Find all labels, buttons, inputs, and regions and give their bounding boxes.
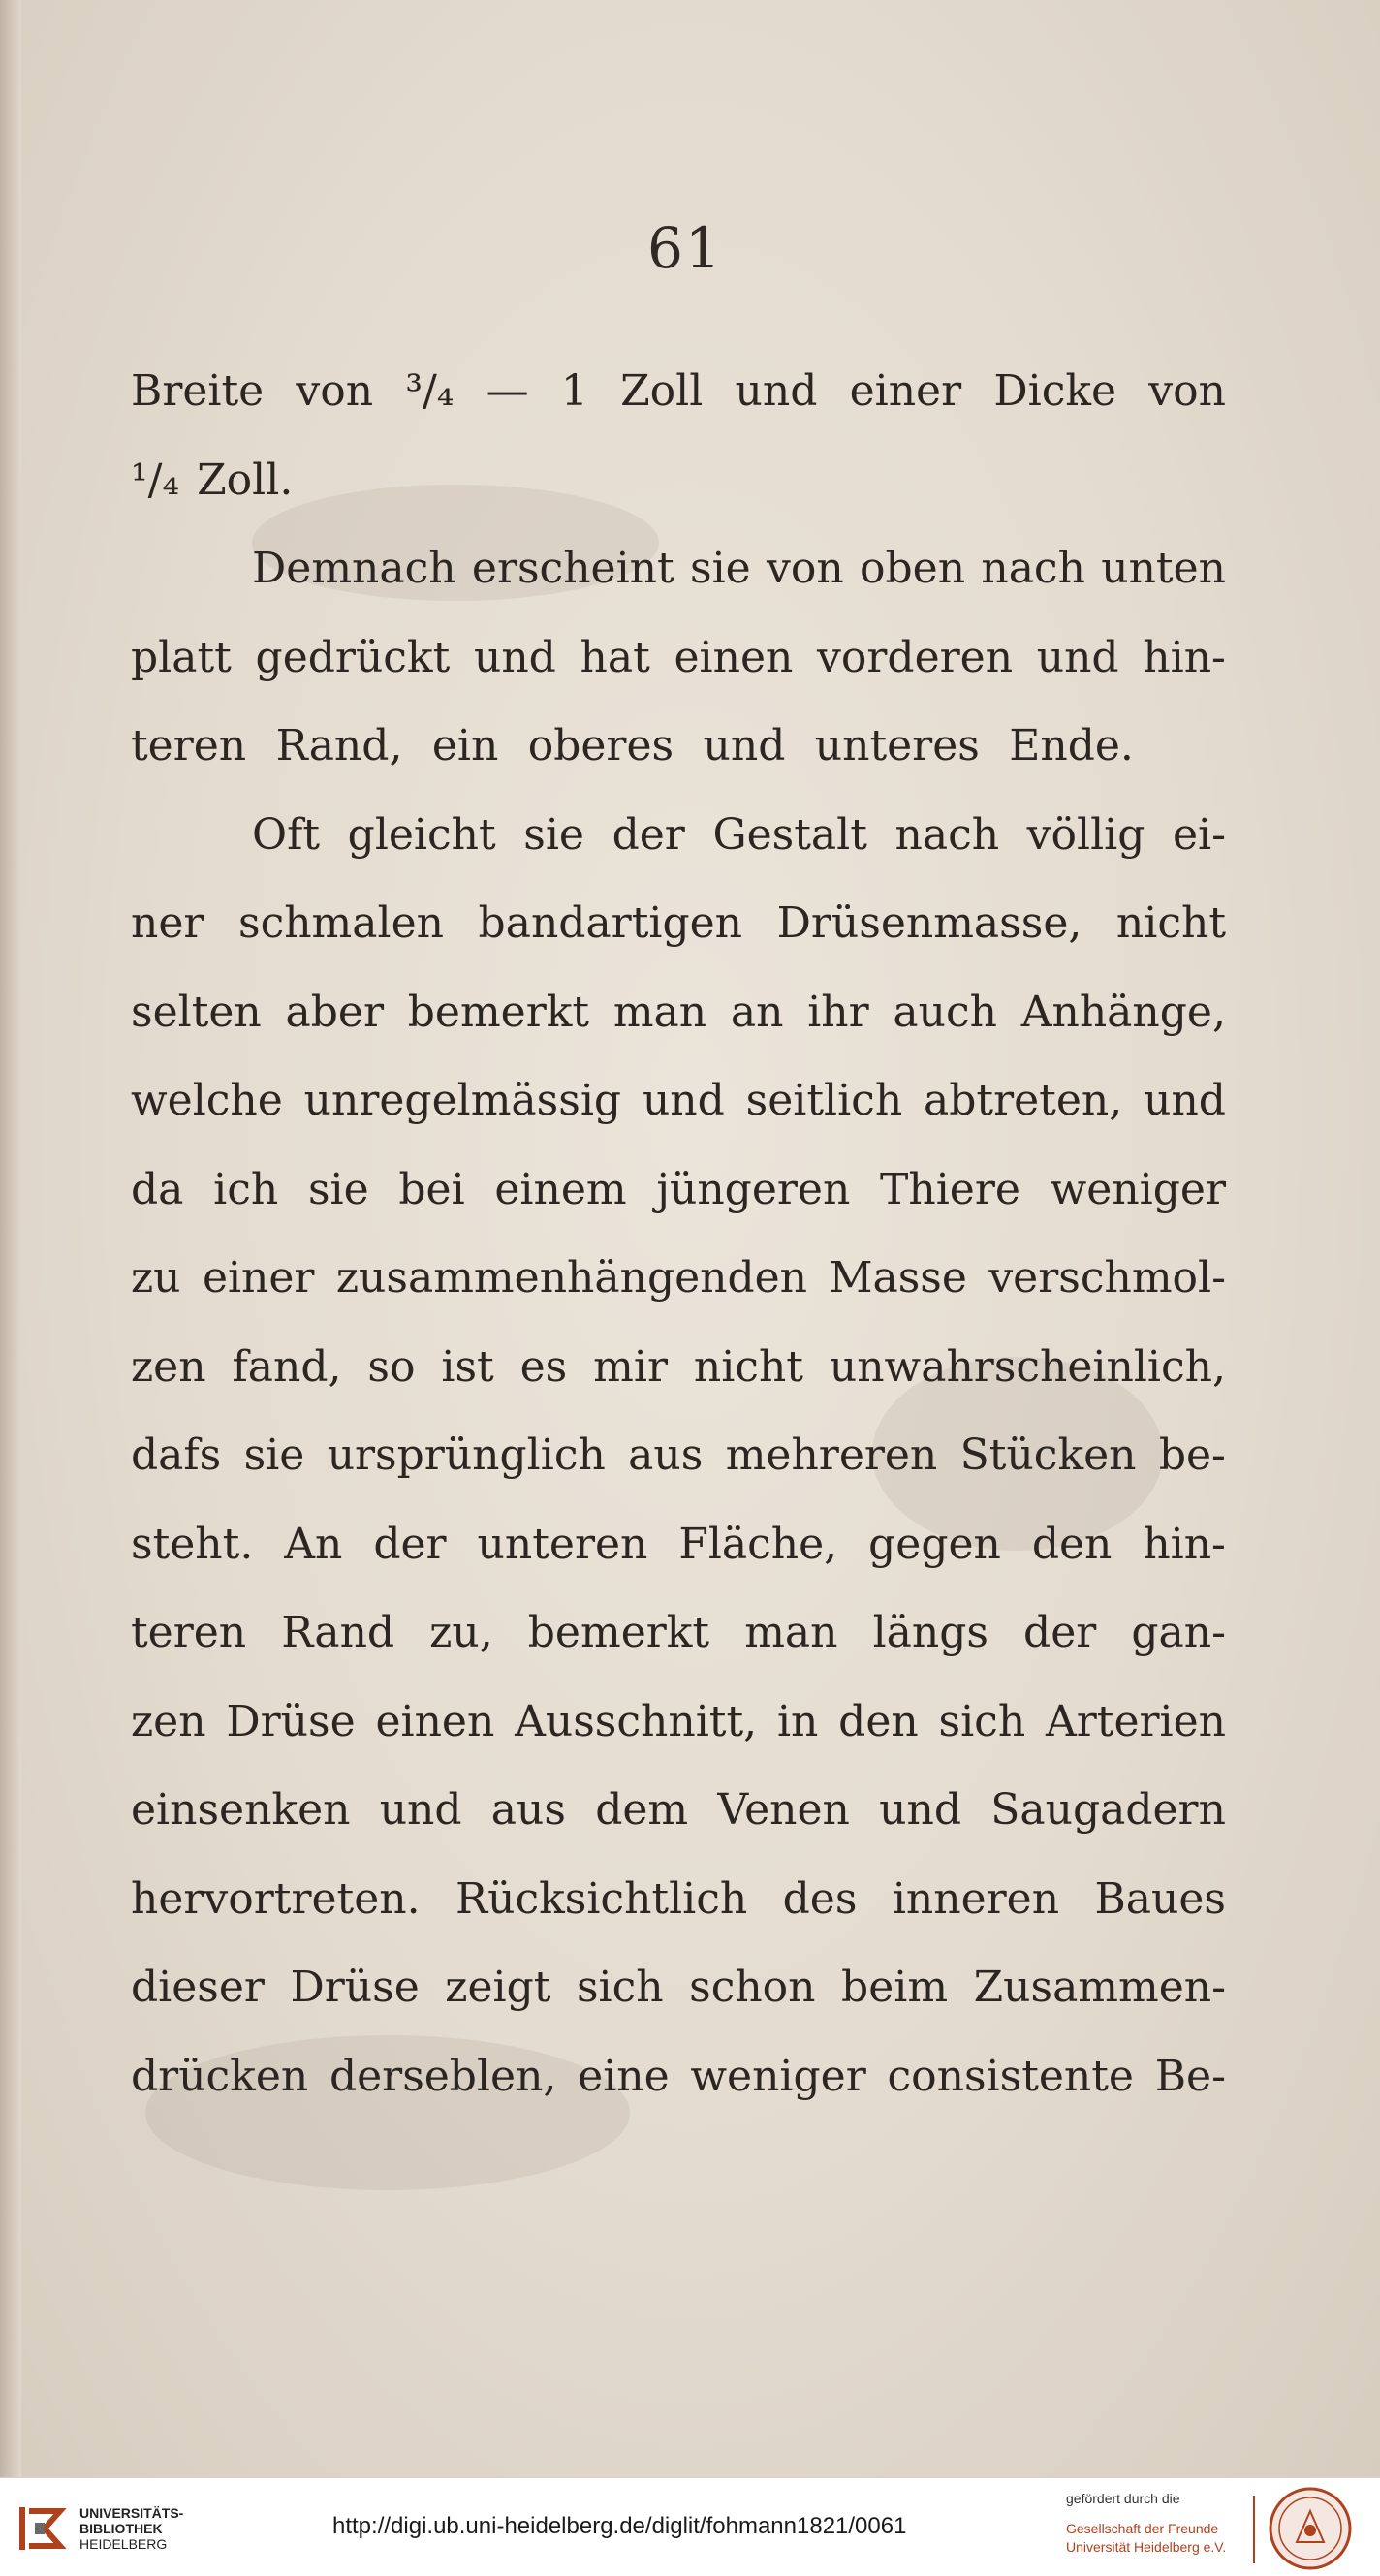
word: bandartigen xyxy=(478,898,743,948)
word: Zusammen- xyxy=(973,1963,1226,2012)
word: dieser xyxy=(131,1963,265,2012)
page-edge xyxy=(0,0,21,2477)
text-line xyxy=(131,2032,1226,2121)
word: Fläche, xyxy=(678,1519,838,1569)
word: schmalen xyxy=(238,898,444,948)
text-line xyxy=(131,1943,1226,2032)
word: Rand, xyxy=(275,721,403,770)
text-line xyxy=(131,879,1226,968)
word: dem xyxy=(595,1785,689,1835)
word: be- xyxy=(1158,1430,1226,1480)
word: erscheint xyxy=(471,544,674,593)
word: da xyxy=(131,1164,184,1214)
word: seitlich xyxy=(745,1076,903,1125)
text-line xyxy=(131,436,1226,525)
word: es xyxy=(519,1341,568,1392)
word: sie xyxy=(689,544,751,593)
word: Ende. xyxy=(1009,721,1134,770)
text-line xyxy=(131,1500,1226,1589)
text-line xyxy=(131,1855,1226,1944)
word: der xyxy=(612,809,685,860)
word: Drüsenmasse, xyxy=(776,898,1082,948)
word: und xyxy=(642,1076,725,1125)
word: Anhänge, xyxy=(1020,987,1226,1037)
text-line xyxy=(131,1588,1226,1678)
word: aus xyxy=(490,1785,566,1835)
word: 1 xyxy=(560,366,588,416)
word: aber xyxy=(285,987,384,1037)
society-name-line: Universität Heidelberg e.V. xyxy=(1066,2539,1227,2555)
word: mehreren xyxy=(725,1430,938,1480)
word: unregelmässig xyxy=(303,1076,622,1125)
word: ei- xyxy=(1173,809,1226,860)
word: und xyxy=(1036,632,1119,682)
word: und xyxy=(379,1785,462,1835)
word: gleicht xyxy=(347,809,496,860)
word: steht. xyxy=(131,1519,254,1569)
word: oberes xyxy=(527,721,674,770)
word: und xyxy=(879,1785,961,1835)
library-name-line: HEIDELBERG xyxy=(79,2536,168,2552)
word: bemerkt xyxy=(407,987,590,1037)
word: inneren xyxy=(892,1873,1060,1924)
word: ³/₄ xyxy=(405,366,455,416)
word: verschmol- xyxy=(988,1253,1226,1303)
word: man xyxy=(612,987,707,1037)
word: zusammenhängenden xyxy=(335,1253,808,1303)
word: unteres xyxy=(814,721,980,770)
text-line xyxy=(131,1766,1226,1855)
word: in xyxy=(776,1696,819,1746)
word: von xyxy=(767,544,844,593)
word: von xyxy=(296,366,374,416)
word: bei xyxy=(398,1164,465,1214)
word: Gestalt xyxy=(712,809,867,860)
word: ursprünglich xyxy=(327,1430,606,1480)
word: gegen xyxy=(868,1519,1001,1569)
word: einer xyxy=(202,1253,315,1303)
word: den xyxy=(1031,1519,1113,1569)
word: sich xyxy=(576,1963,664,2012)
word: — xyxy=(486,366,529,416)
word: bemerkt xyxy=(527,1608,710,1657)
word: beim xyxy=(841,1963,949,2012)
word: unten xyxy=(1101,544,1226,593)
word: einer xyxy=(849,366,962,416)
word: ¹/₄ xyxy=(131,455,180,505)
text-line xyxy=(131,1146,1226,1235)
word: nicht xyxy=(1115,898,1226,948)
word: ist xyxy=(441,1341,494,1392)
word: teren xyxy=(131,1608,247,1657)
word: zu xyxy=(131,1253,181,1303)
word: Dicke xyxy=(993,366,1117,416)
word: Masse xyxy=(829,1253,967,1303)
word: Rand xyxy=(281,1608,395,1657)
word: dafs xyxy=(131,1430,222,1480)
word: einen xyxy=(674,632,794,682)
page-number: 61 xyxy=(647,215,723,281)
word: einem xyxy=(494,1164,627,1214)
word: hervortreten. xyxy=(131,1873,421,1924)
word: hin- xyxy=(1143,1519,1226,1569)
word: An xyxy=(284,1519,343,1569)
society-name-line: Gesellschaft der Freunde xyxy=(1066,2521,1219,2536)
library-name xyxy=(79,2505,183,2552)
word: weniger xyxy=(1050,1164,1226,1214)
text-line xyxy=(131,702,1134,791)
word: Ausschnitt, xyxy=(515,1696,758,1746)
word: Saugadern xyxy=(990,1785,1226,1835)
word: von xyxy=(1148,366,1226,416)
word: jüngeren xyxy=(656,1164,851,1214)
word: Arterien xyxy=(1045,1696,1226,1746)
word: man xyxy=(744,1608,838,1657)
library-name-line: UNIVERSITÄTS- xyxy=(79,2505,184,2521)
word: nach xyxy=(981,544,1085,593)
word: welche xyxy=(131,1076,283,1125)
word: Venen xyxy=(717,1785,850,1835)
word: platt xyxy=(131,632,232,682)
word: völlig xyxy=(1026,809,1145,860)
word: Oft xyxy=(252,809,321,860)
word: hin- xyxy=(1143,632,1226,682)
word: mir xyxy=(593,1341,668,1392)
word: Zoll. xyxy=(197,455,294,505)
word: eine xyxy=(578,2051,670,2101)
university-seal-icon xyxy=(1268,2486,1353,2571)
word: hat xyxy=(580,632,650,682)
word: längs xyxy=(872,1608,988,1657)
word: ihr xyxy=(807,987,869,1037)
word: und xyxy=(1144,1076,1226,1125)
word: nicht xyxy=(693,1341,803,1392)
funded-by-label: gefördert durch die xyxy=(1066,2491,1180,2506)
word: Drüse xyxy=(226,1696,356,1746)
word: gedrückt xyxy=(255,632,451,682)
word: und xyxy=(703,721,786,770)
university-library-logo-icon xyxy=(16,2501,70,2556)
word: zen xyxy=(131,1341,206,1392)
word: schon xyxy=(689,1963,816,2012)
word: des xyxy=(782,1873,858,1924)
word: Thiere xyxy=(880,1164,1020,1214)
sponsor-credit xyxy=(1066,2490,1226,2557)
word: der xyxy=(1023,1608,1097,1657)
text-line xyxy=(131,1323,1226,1412)
word: zu, xyxy=(429,1608,493,1657)
word: und xyxy=(473,632,556,682)
word: derseblen, xyxy=(329,2051,557,2101)
word: unteren xyxy=(477,1519,648,1569)
text-line xyxy=(131,1056,1226,1146)
text-line xyxy=(131,1678,1226,1767)
word: nach xyxy=(894,809,1000,860)
word: oben xyxy=(860,544,966,593)
footer-divider xyxy=(1253,2496,1255,2563)
word: Rücksichtlich xyxy=(455,1873,748,1924)
body-text xyxy=(131,347,1226,2120)
word: so xyxy=(367,1341,416,1392)
word: einsenken xyxy=(131,1785,351,1835)
word: Stücken xyxy=(959,1430,1137,1480)
word: an xyxy=(730,987,784,1037)
word: zeigt xyxy=(445,1963,551,2012)
word: selten xyxy=(131,987,262,1037)
word: sich xyxy=(938,1696,1026,1746)
word: ner xyxy=(131,898,204,948)
text-line xyxy=(131,968,1226,1057)
text-line xyxy=(131,613,1226,703)
word: Drüse xyxy=(290,1963,420,2012)
word: sie xyxy=(243,1430,305,1480)
word: Demnach xyxy=(252,544,456,593)
word: fand, xyxy=(232,1341,342,1392)
word: Breite xyxy=(131,366,265,416)
text-line xyxy=(131,524,1226,613)
word: drücken xyxy=(131,2051,309,2101)
word: einen xyxy=(375,1696,495,1746)
text-line xyxy=(131,1411,1226,1500)
library-name-line: BIBLIOTHEK xyxy=(79,2521,163,2536)
word: zen xyxy=(131,1696,206,1746)
word: weniger xyxy=(690,2051,866,2101)
word: ein xyxy=(431,721,499,770)
text-line xyxy=(131,1234,1226,1323)
word: sie xyxy=(307,1164,369,1214)
word: aus xyxy=(628,1430,704,1480)
word: den xyxy=(838,1696,919,1746)
word: Baues xyxy=(1094,1873,1226,1924)
viewer-footer xyxy=(0,2477,1380,2576)
word: der xyxy=(373,1519,447,1569)
word: auch xyxy=(893,987,997,1037)
word: Be- xyxy=(1154,2051,1226,2101)
permalink-url[interactable]: http://digi.ub.uni-heidelberg.de/diglit/fohmann1821/0061 xyxy=(332,2513,907,2539)
word: abtreten, xyxy=(924,1076,1123,1125)
word: vorderen xyxy=(817,632,1014,682)
word: unwahrscheinlich, xyxy=(829,1341,1226,1392)
text-line xyxy=(131,347,1226,436)
word: teren xyxy=(131,721,247,770)
word: gan- xyxy=(1131,1608,1226,1657)
text-line xyxy=(131,791,1226,880)
word: und xyxy=(735,366,818,416)
word: Zoll xyxy=(620,366,704,416)
word: consistente xyxy=(887,2051,1134,2101)
word: ich xyxy=(213,1164,279,1214)
word: sie xyxy=(523,809,584,860)
